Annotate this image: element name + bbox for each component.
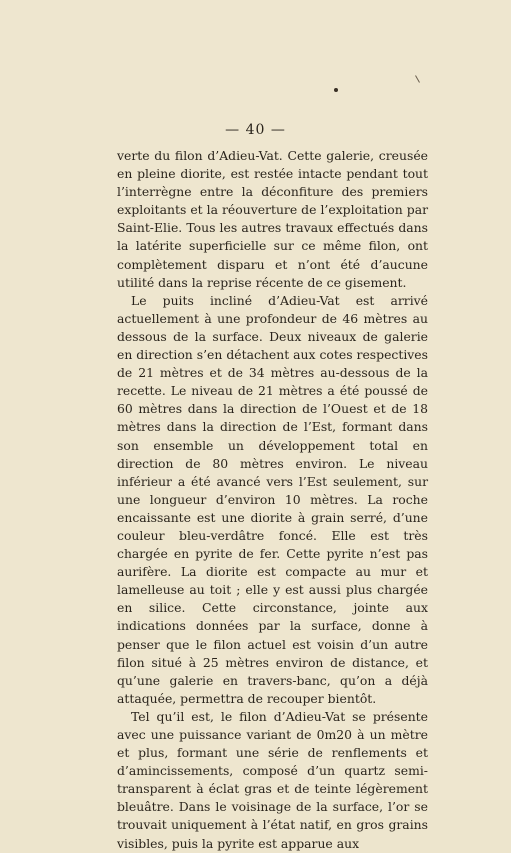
ink-speck <box>334 88 338 92</box>
paragraph-2: Le puits incliné d’Adieu-Vat est arrivé actuellement à une profondeur de 46 mètres au dessous de la surface. Deux niveaux de galerie en direction s’en détachent aux cotes respectives de 21 mètres et de 34 mètres au-dessous de la recette. Le niveau de 21 mètres a été poussé de 60 mètres dans la direction de l’Ouest et de 18 mètres dans la direction de l’Est, formant dans son ensemble un développement total en direction de 80 mètres environ. Le niveau inférieur a été avancé vers l’Est seulement, sur une longueur d’environ 10 mètres. La roche encaissante est une diorite à grain serré, d’une couleur bleu-verdâtre foncé. Elle est très chargée en pyrite de fer. Cette pyrite n’est pas aurifère. La diorite est compacte au mur et lamelleuse au toit ; elle y est aussi plus chargée en silice. Cette circonstance, jointe aux indications données par la surface, donne à penser que le filon actuel est voisin d’un autre filon situé à 25 mètres environ de distance, et qu’une galerie en travers-banc, qu’on a déjà attaquée, permettra de recouper bientôt. <box>117 292 428 706</box>
paragraph-1: verte du filon d’Adieu-Vat. Cette galerie, creusée en pleine diorite, est restée intacte pendant tout l’interrègne entre la déconfiture des premiers exploitants et la réouverture de l’exploitation par Saint-Elie. Tous les autres travaux effectués dans la latérite superficielle sur ce même filon, ont complètement disparu et n’ont été d’aucune utilité dans la reprise récente de ce gisement. <box>117 148 428 290</box>
paragraph-3: Tel qu’il est, le filon d’Adieu-Vat se présente avec une puissance variant de 0m20 à un mètre et plus, formant une série de renflements et d’amincissements, composé d’un quartz semi-transparent à éclat gras et de teinte légèrement bleuâtre. Dans le voisinage de la surface, l’or se trouvait uniquement à l’état natif, en gros grains visibles, puis la pyrite est apparue aux <box>117 708 428 851</box>
ink-mark <box>415 75 420 82</box>
page-number: — 40 — <box>225 122 286 138</box>
body-text <box>117 147 428 853</box>
